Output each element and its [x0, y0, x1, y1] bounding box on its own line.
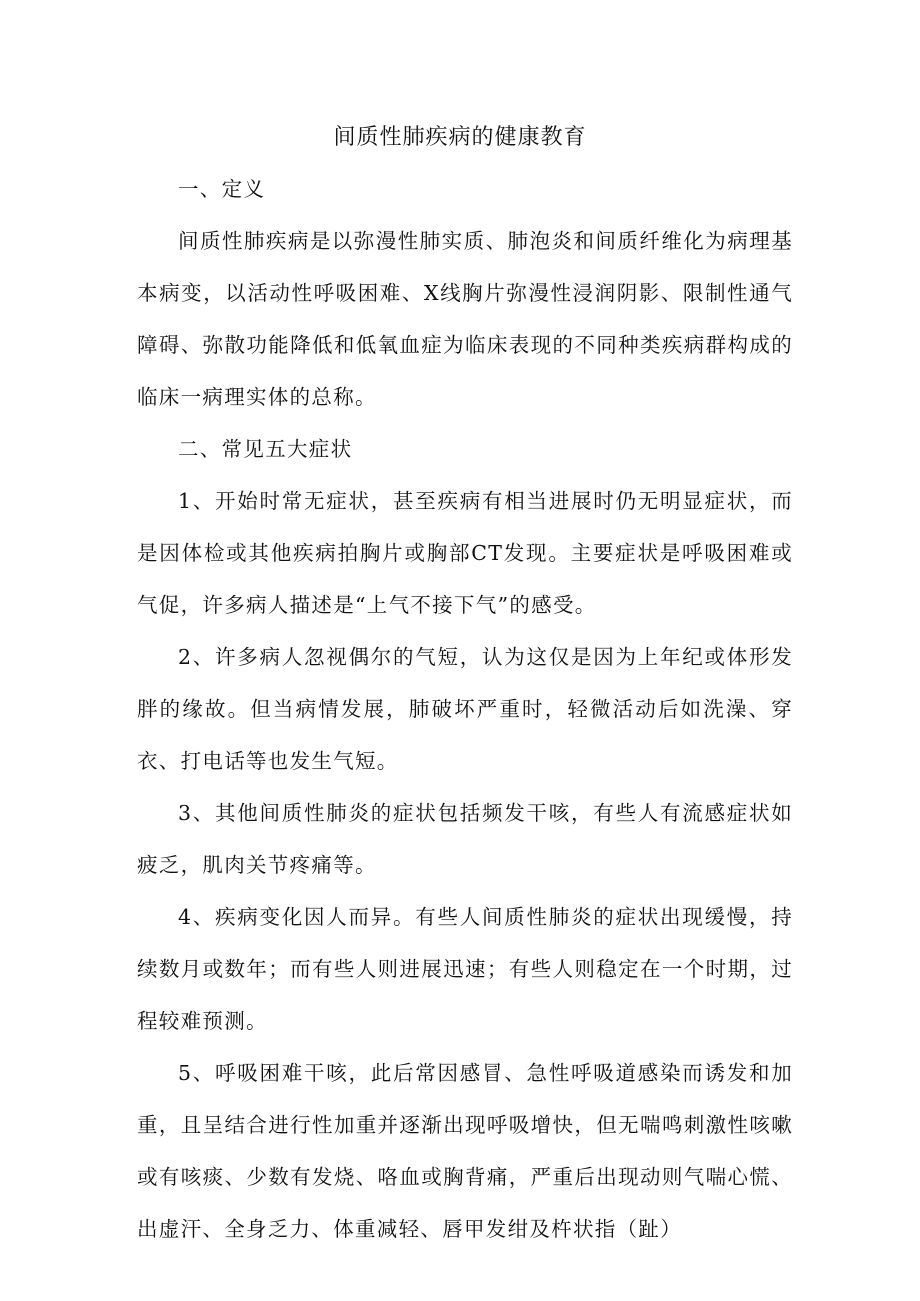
definition-paragraph: 间质性肺疾病是以弥漫性肺实质、肺泡炎和间质纤维化为病理基本病变，以活动性呼吸困难、X线胸片弥漫性浸润阴影、限制性通气障碍、弥散功能降低和低氧血症为临床表现的不同种类疾病群构成的临床一病理实体的总称。: [137, 229, 793, 409]
page-title: 间质性肺疾病的健康教育: [333, 125, 587, 150]
symptom-item-4: 4、疾病变化因人而异。有些人间质性肺炎的症状出现缓慢，持续数月或数年；而有些人则进展迅速；有些人则稳定在一个时期，过程较难预测。: [137, 905, 793, 1033]
section-heading-symptoms: 二、常见五大症状: [178, 437, 353, 461]
symptom-item-2: 2、许多病人忽视偶尔的气短，认为这仅是因为上年纪或体形发胖的缘故。但当病情发展，肺破坏严重时，轻微活动后如洗澡、穿衣、打电话等也发生气短。: [137, 645, 793, 773]
section-heading-definition: 一、定义: [178, 177, 266, 201]
document-body: [137, 163, 793, 1255]
symptom-item-1: 1、开始时常无症状，甚至疾病有相当进展时仍无明显症状，而是因体检或其他疾病拍胸片或胸部CT发现。主要症状是呼吸困难或气促，许多病人描述是“上气不接下气”的感受。: [137, 489, 793, 617]
symptom-item-5: 5、呼吸困难干咳，此后常因感冒、急性呼吸道感染而诱发和加重，且呈结合进行性加重并逐渐出现呼吸增快，但无喘鸣刺激性咳嗽或有咳痰、少数有发烧、咯血或胸背痛，严重后出现动则气喘心慌、出虚汗、全身乏力、体重减轻、唇甲发绀及杵状指（趾）: [137, 1061, 793, 1241]
symptom-item-3: 3、其他间质性肺炎的症状包括频发干咳，有些人有流感症状如疲乏，肌肉关节疼痛等。: [137, 801, 793, 877]
